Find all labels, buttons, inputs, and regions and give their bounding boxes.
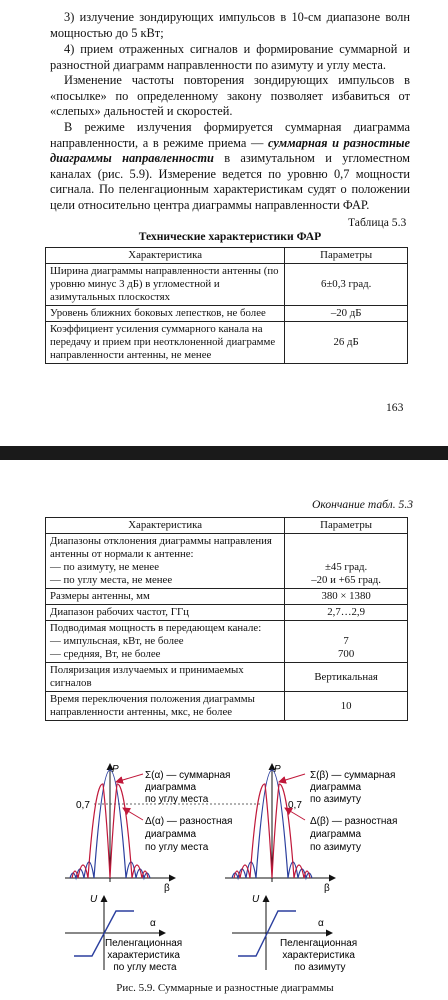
power-heading: Подводимая мощность в передающем канале: (50, 622, 262, 634)
right-level-label: 0,7 (288, 800, 302, 811)
table-continuation-label: Окончание табл. 5.3 (312, 498, 414, 511)
right-sum-caption-line: по азимуту (310, 794, 362, 805)
cell-parameter: 26 дБ (285, 322, 408, 364)
cell-parameter: 2,7…2,9 (285, 605, 408, 621)
right-u-label: U (252, 894, 260, 905)
table-title: Технические характеристики ФАР (138, 230, 322, 243)
left-diff-caption-line: Δ(α) — разностная (145, 816, 233, 827)
right-diff-caption-line: Δ(β) — разностная (310, 816, 398, 827)
paragraph-modes-emphasis: суммарная и разностные диаграммы направленности (50, 135, 410, 165)
left-beta-label: β (164, 883, 170, 894)
left-p-label: P (112, 764, 119, 775)
right-diff-caption-line: диаграмма (310, 829, 362, 840)
paragraph-modes-start: В режиме излучения формируется суммарная диаграмма направленности, а в режиме приема — (50, 120, 410, 150)
header-characteristic: Характеристика (46, 248, 285, 264)
list-item-3: 3) излучение зондирующих импульсов в 10-см диапазоне волн мощностью до 5 кВт; (50, 10, 410, 40)
cell-parameter: –20 дБ (285, 306, 408, 322)
right-sum-caption (310, 770, 398, 805)
table-row (46, 306, 408, 322)
page-number: 163 (386, 401, 404, 414)
left-sum-pointer (116, 774, 143, 782)
cell-parameter: Вертикальная (285, 663, 408, 692)
table-row (46, 621, 408, 663)
figure-5-9 (0, 760, 448, 982)
specs-table (45, 247, 408, 364)
specs-table-continued (45, 517, 408, 721)
header-characteristic: Характеристика (46, 518, 285, 534)
left-diff-caption-line: диаграмма (145, 829, 197, 840)
cell-characteristic: Поляризация излучаемых и принимаемых сигналов (46, 663, 285, 692)
power-pulse-value: 7 (343, 635, 349, 647)
table-row (46, 589, 408, 605)
table-row (46, 692, 408, 721)
power-average-value: 700 (338, 648, 355, 660)
power-average-label: — средняя, Вт, не более (50, 648, 161, 660)
right-pattern-plot (225, 764, 400, 894)
right-direction-characteristic (232, 894, 360, 973)
paragraph-frequency: Изменение частоты повторения зондирующих импульсов в «посылке» по определенному закону позволяет избавиться от «слепых» дальностей и скоростей. (50, 73, 410, 118)
left-alpha-label: α (150, 918, 156, 929)
left-characteristic-caption-line: Пеленгационная (104, 938, 183, 949)
cell-characteristic (46, 534, 285, 589)
book-page-163 (0, 0, 448, 440)
cell-characteristic (46, 621, 285, 663)
left-sum-caption-line: по углу места (145, 794, 209, 805)
cell-characteristic: Размеры антенны, мм (46, 589, 285, 605)
left-level-label: 0,7 (76, 800, 90, 811)
left-diff-caption (145, 816, 235, 853)
table-row (46, 534, 408, 589)
left-characteristic-caption (105, 938, 185, 973)
deflection-heading: Диапазоны отклонения диаграммы направления антенны от нормали к антенне: (50, 535, 272, 560)
deflection-elevation-label: — по углу места, не менее (50, 574, 173, 586)
header-parameters: Параметры (285, 248, 408, 264)
cell-characteristic: Ширина диаграммы направленности антенны (по уровню минус 3 дБ) в угломестной и азимутальных плоскостях (46, 264, 285, 306)
left-characteristic-caption-line: характеристика (107, 950, 180, 961)
right-sum-caption-line: диаграмма (310, 782, 362, 793)
paragraph-modes (50, 120, 410, 213)
table-header-row (46, 518, 408, 534)
left-characteristic-caption-line: по углу места (113, 962, 177, 973)
table-label: Таблица 5.3 (348, 216, 407, 229)
table-row (46, 663, 408, 692)
cell-parameter (285, 621, 408, 663)
table-row (46, 605, 408, 621)
right-characteristic-caption-line: по азимуту (294, 962, 346, 973)
deflection-azimuth-value: ±45 град. (325, 561, 368, 573)
right-beta-label: β (324, 883, 330, 894)
left-sum-caption (145, 770, 233, 805)
cell-characteristic: Диапазон рабочих частот, ГГц (46, 605, 285, 621)
right-sum-pointer (279, 774, 305, 782)
cell-characteristic: Уровень ближних боковых лепестков, не более (46, 306, 285, 322)
right-p-label: P (274, 764, 281, 775)
cell-characteristic: Время переключения положения диаграммы направленности антенны, мкс, не более (46, 692, 285, 721)
header-parameters: Параметры (285, 518, 408, 534)
table-row (46, 264, 408, 306)
cell-characteristic: Коэффициент усиления суммарного канала на передачу и прием при неотклоненной диаграмме направленности антенны, не менее (46, 322, 285, 364)
page-separator (0, 446, 448, 460)
power-pulse-label: — импульсная, кВт, не более (50, 635, 184, 647)
left-diff-caption-line: по углу места (145, 842, 209, 853)
cell-parameter (285, 534, 408, 589)
right-diff-caption-line: по азимуту (310, 842, 362, 853)
right-characteristic-caption-line: характеристика (282, 950, 355, 961)
right-alpha-label: α (318, 918, 324, 929)
paragraph-modes-end: в азимутальном и угломестном каналах (рис. 5.9). Измерение ведется по уровню 0,7 мощности сигнала. По пеленгационным характеристикам судят о положении цели относительно центра диаграммы направленности ФАР. (50, 151, 410, 212)
cell-parameter: 10 (285, 692, 408, 721)
table-header-row (46, 248, 408, 264)
left-sum-caption-line: Σ(α) — суммарная (145, 770, 231, 781)
list-item-4: 4) прием отраженных сигналов и формирование суммарной и разностной диаграмм направленности по азимуту и углу места. (50, 42, 410, 72)
table-row (46, 322, 408, 364)
deflection-elevation-value: –20 и +65 град. (311, 574, 381, 586)
left-sum-caption-line: диаграмма (145, 782, 197, 793)
left-direction-characteristic (65, 894, 185, 973)
left-pattern-plot (65, 764, 260, 894)
deflection-azimuth-label: — по азимуту, не менее (50, 561, 159, 573)
right-characteristic-caption (280, 938, 360, 973)
right-diff-caption (310, 816, 400, 853)
right-characteristic-caption-line: Пеленгационная (279, 938, 358, 949)
cell-parameter: 380 × 1380 (285, 589, 408, 605)
left-u-label: U (90, 894, 98, 905)
right-sum-caption-line: Σ(β) — суммарная (310, 770, 396, 781)
figure-caption: Рис. 5.9. Суммарные и разностные диаграммы (116, 982, 334, 994)
cell-parameter: 6±0,3 град. (285, 264, 408, 306)
